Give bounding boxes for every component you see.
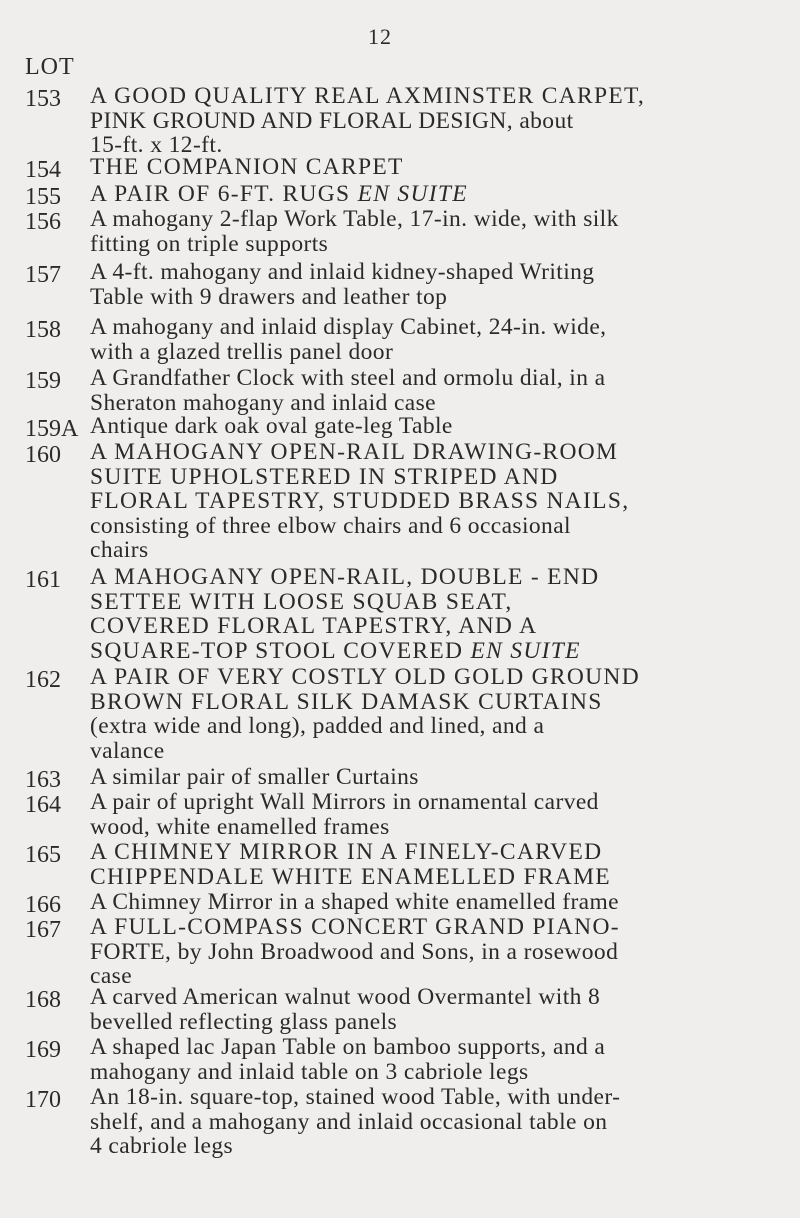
lot-description bbox=[90, 440, 790, 563]
lot-number: 161 bbox=[25, 567, 61, 593]
lot-description bbox=[90, 366, 790, 415]
lot-description bbox=[90, 985, 790, 1034]
lot-number: 155 bbox=[25, 184, 61, 210]
lot-description-line: with a glazed trellis panel door bbox=[90, 338, 394, 365]
lot-description-line: Table with 9 drawers and leather top bbox=[90, 283, 448, 310]
lot-description bbox=[90, 915, 790, 989]
lot-description bbox=[90, 182, 790, 207]
lot-number: 169 bbox=[25, 1037, 61, 1063]
page-number: 12 bbox=[368, 24, 392, 49]
lot-description-line: A mahogany and inlaid display Cabinet, 24-in. wide, bbox=[90, 314, 607, 340]
lot-description-line: chairs bbox=[90, 537, 149, 563]
lot-column-header: LOT bbox=[25, 54, 75, 80]
lot-number: 156 bbox=[25, 209, 61, 235]
lot-number: 165 bbox=[25, 842, 61, 868]
lot-number: 166 bbox=[25, 892, 61, 918]
lot-description-line: 15-ft. x 12-ft. bbox=[90, 132, 223, 158]
lot-description-line: A Chimney Mirror in a shaped white enamelled frame bbox=[90, 889, 620, 915]
lot-description-line: wood, white enamelled frames bbox=[90, 813, 390, 840]
lot-description-line: fitting on triple supports bbox=[90, 230, 329, 257]
lot-number: 157 bbox=[25, 262, 61, 288]
lot-description-line: Antique dark oak oval gate-leg Table bbox=[90, 413, 453, 439]
lot-description-line: BROWN FLORAL SILK DAMASK CURTAINS bbox=[90, 688, 603, 715]
lot-number: 167 bbox=[25, 917, 61, 943]
lot-number: 170 bbox=[25, 1087, 61, 1113]
lot-description-line: SUITE UPHOLSTERED IN STRIPED AND bbox=[90, 463, 559, 490]
lot-number: 159 bbox=[25, 368, 61, 394]
lot-description bbox=[90, 565, 790, 663]
lot-number: 159A bbox=[25, 416, 79, 442]
lot-description-line: PINK GROUND AND FLORAL DESIGN, about bbox=[90, 107, 574, 134]
lot-description-line: SETTEE WITH LOOSE SQUAB SEAT, bbox=[90, 588, 513, 615]
lot-number: 160 bbox=[25, 442, 61, 468]
lot-number: 158 bbox=[25, 317, 61, 343]
lot-description-line: CHIPPENDALE WHITE ENAMELLED FRAME bbox=[90, 863, 611, 890]
lot-description-line: A MAHOGANY OPEN-RAIL DRAWING-ROOM bbox=[90, 439, 619, 465]
lot-description-line: FORTE, by John Broadwood and Sons, in a rosewood bbox=[90, 938, 619, 965]
lot-description-line: A mahogany 2-flap Work Table, 17-in. wide, with silk bbox=[90, 206, 619, 232]
lot-description-line: A MAHOGANY OPEN-RAIL, DOUBLE - END bbox=[90, 564, 600, 590]
lot-description-line: A Grandfather Clock with steel and ormolu dial, in a bbox=[90, 365, 606, 391]
en-suite-phrase: EN SUITE bbox=[357, 181, 468, 207]
lot-description bbox=[90, 1035, 790, 1084]
lot-description bbox=[90, 414, 790, 439]
lot-number: 168 bbox=[25, 987, 61, 1013]
lot-number: 163 bbox=[25, 767, 61, 793]
lot-description-line: COVERED FLORAL TAPESTRY, AND A bbox=[90, 613, 538, 639]
lot-description bbox=[90, 260, 790, 309]
lot-description-line: mahogany and inlaid table on 3 cabriole legs bbox=[90, 1058, 529, 1085]
lot-description-line: A 4-ft. mahogany and inlaid kidney-shaped Writing bbox=[90, 259, 595, 285]
lot-description bbox=[90, 665, 790, 763]
lot-description bbox=[90, 155, 790, 180]
lot-description-line: Sheraton mahogany and inlaid case bbox=[90, 389, 437, 416]
lot-description bbox=[90, 765, 790, 790]
lot-description bbox=[90, 207, 790, 256]
lot-description-line: case bbox=[90, 963, 133, 989]
lot-description-line: consisting of three elbow chairs and 6 occasional bbox=[90, 512, 571, 539]
lot-description bbox=[90, 840, 790, 889]
lot-description bbox=[90, 890, 790, 915]
lot-number: 154 bbox=[25, 157, 61, 183]
lot-description bbox=[90, 1085, 790, 1159]
lot-description-line: A GOOD QUALITY REAL AXMINSTER CARPET, bbox=[90, 83, 646, 109]
lot-description-line: (extra wide and long), padded and lined, and a bbox=[90, 713, 545, 739]
lot-description-line: A carved American walnut wood Overmantel with 8 bbox=[90, 984, 601, 1010]
lot-description-line: A FULL-COMPASS CONCERT GRAND PIANO- bbox=[90, 914, 620, 940]
lot-description-line: A similar pair of smaller Curtains bbox=[90, 764, 419, 790]
lot-description-line: An 18-in. square-top, stained wood Table, with under- bbox=[90, 1084, 621, 1110]
lot-description bbox=[90, 315, 790, 364]
lot-description-line: shelf, and a mahogany and inlaid occasional table on bbox=[90, 1108, 608, 1135]
lot-description-line: A PAIR OF 6-FT. RUGS EN SUITE bbox=[90, 181, 468, 207]
lot-description-line: 4 cabriole legs bbox=[90, 1133, 234, 1159]
lot-description-line: A CHIMNEY MIRROR IN A FINELY-CARVED bbox=[90, 839, 603, 865]
lot-number: 162 bbox=[25, 667, 61, 693]
lot-number: 153 bbox=[25, 86, 61, 112]
en-suite-phrase: EN SUITE bbox=[470, 637, 581, 664]
lot-description-line: THE COMPANION CARPET bbox=[90, 154, 404, 180]
lot-description-line: A pair of upright Wall Mirrors in ornamental carved bbox=[90, 789, 599, 815]
lot-description-line: FLORAL TAPESTRY, STUDDED BRASS NAILS, bbox=[90, 488, 630, 514]
lot-description-line: SQUARE-TOP STOOL COVERED EN SUITE bbox=[90, 637, 581, 664]
lot-description bbox=[90, 84, 790, 158]
lot-description-line: valance bbox=[90, 737, 165, 764]
lot-description bbox=[90, 790, 790, 839]
lot-description-line: bevelled reflecting glass panels bbox=[90, 1008, 398, 1035]
lot-description-line: A shaped lac Japan Table on bamboo supports, and a bbox=[90, 1034, 606, 1060]
lot-number: 164 bbox=[25, 792, 61, 818]
lot-description-line: A PAIR OF VERY COSTLY OLD GOLD GROUND bbox=[90, 664, 640, 690]
